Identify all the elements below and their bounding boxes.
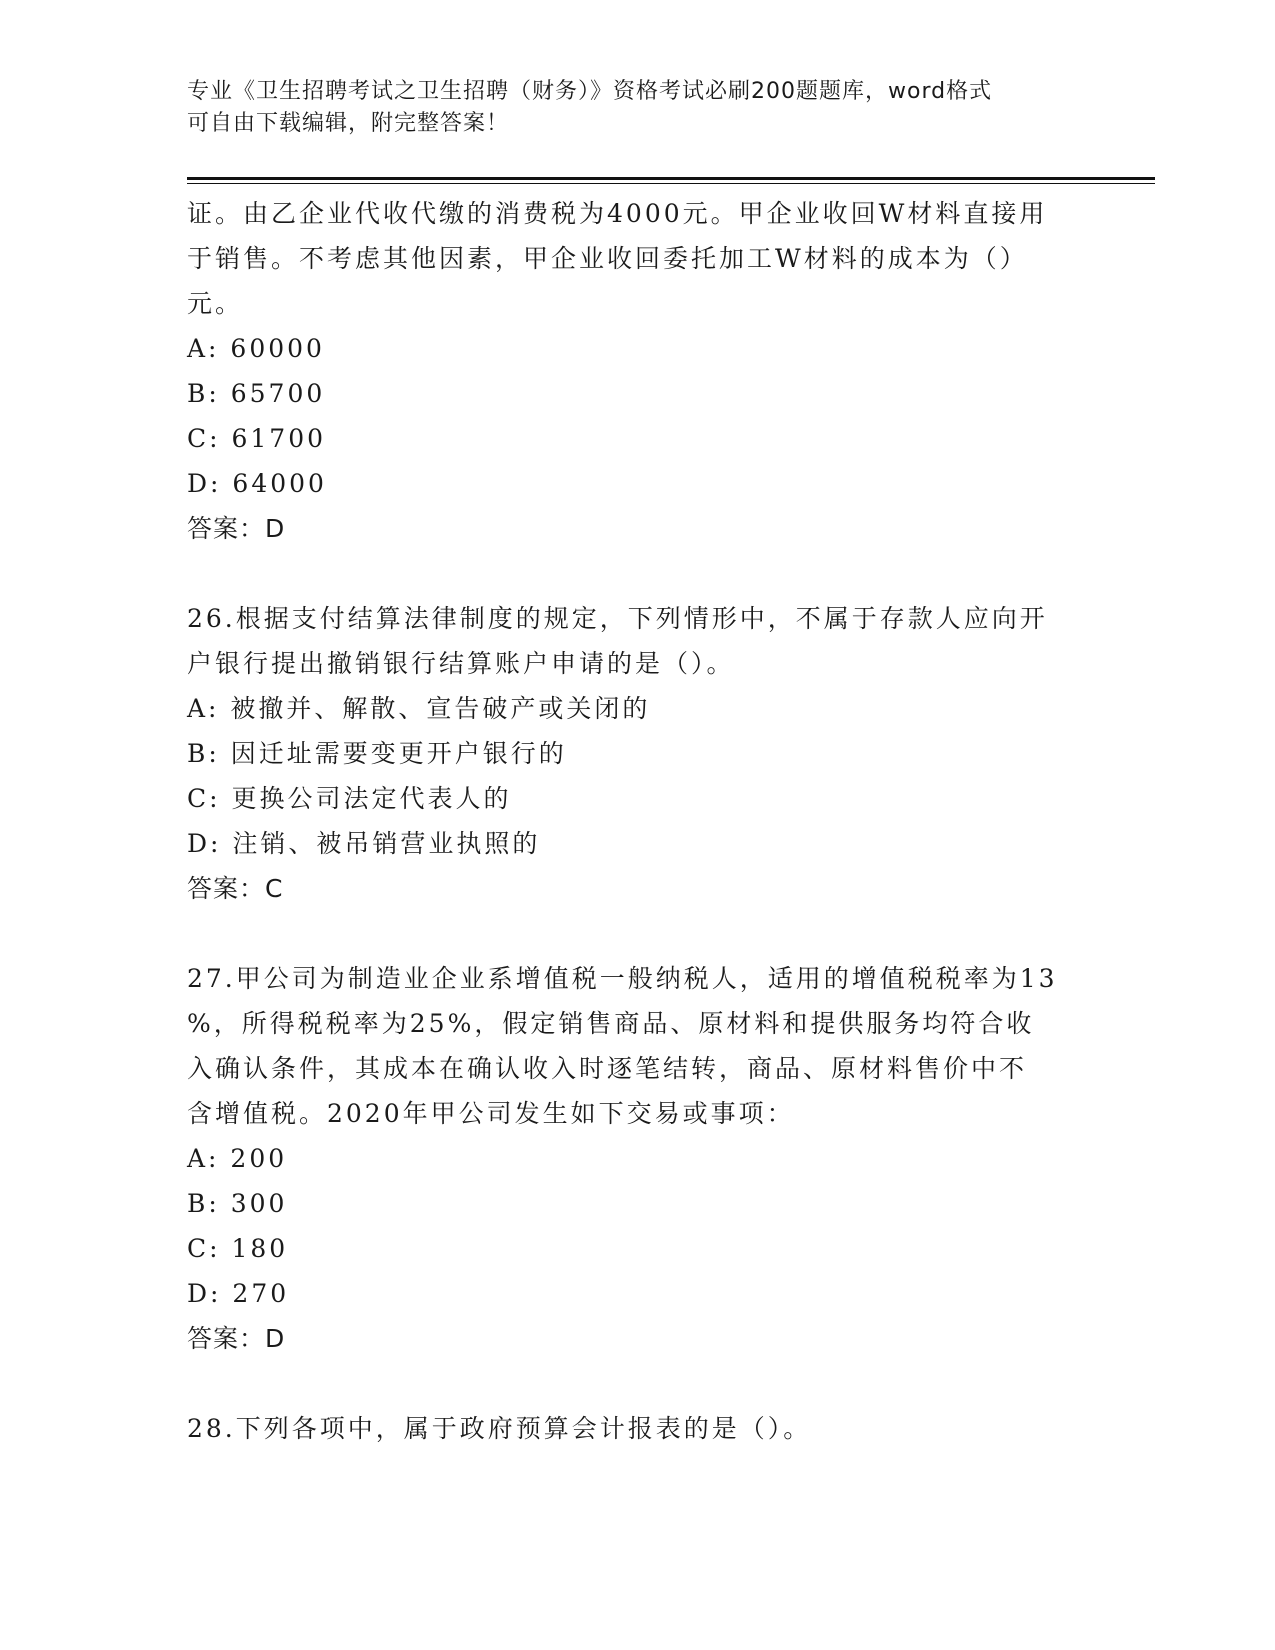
question-26 — [187, 596, 1087, 911]
question-list — [187, 191, 1087, 1451]
option-a: A: 被撤并、解散、宣告破产或关闭的 — [187, 694, 651, 723]
header-divider-thin — [187, 183, 1155, 184]
option-b: B: 300 — [187, 1189, 288, 1218]
question-text-line: %，所得税税率为25%，假定销售商品、原材料和提供服务均符合收 — [187, 1009, 1035, 1038]
option-a: A: 60000 — [187, 334, 325, 363]
header-title-line-2: 可自由下载编辑，附完整答案！ — [187, 111, 510, 136]
answer-label: 答案：D — [187, 1324, 286, 1353]
header-divider-thick — [187, 177, 1155, 180]
question-27 — [187, 956, 1087, 1361]
question-text-line: 26.根据支付结算法律制度的规定，下列情形中，不属于存款人应向开 — [187, 604, 1048, 633]
question-text-line: 28.下列各项中，属于政府预算会计报表的是（）。 — [187, 1414, 812, 1443]
question-text-line: 入确认条件，其成本在确认收入时逐笔结转，商品、原材料售价中不 — [187, 1054, 1028, 1083]
document-header — [187, 76, 1087, 140]
answer-label: 答案：D — [187, 514, 286, 543]
question-text-line: 元。 — [187, 289, 244, 318]
question-text-line: 27.甲公司为制造业企业系增值税一般纳税人，适用的增值税税率为13 — [187, 964, 1058, 993]
option-d: D: 注销、被吊销营业执照的 — [187, 829, 541, 858]
option-c: C: 更换公司法定代表人的 — [187, 784, 512, 813]
spacer — [187, 1361, 1087, 1406]
option-c: C: 180 — [187, 1234, 289, 1263]
spacer — [187, 551, 1087, 596]
question-text-line: 含增值税。2020年甲公司发生如下交易或事项： — [187, 1099, 795, 1128]
answer-label: 答案：C — [187, 874, 284, 903]
question-25-continued — [187, 191, 1087, 551]
option-d: D: 64000 — [187, 469, 327, 498]
option-d: D: 270 — [187, 1279, 290, 1308]
option-c: C: 61700 — [187, 424, 327, 453]
question-28 — [187, 1406, 1087, 1451]
option-a: A: 200 — [187, 1144, 288, 1173]
header-title-line-1: 专业《卫生招聘考试之卫生招聘（财务）》资格考试必刷200题题库，word格式 — [187, 79, 993, 104]
question-text-line: 户银行提出撤销银行结算账户申请的是（）。 — [187, 649, 735, 678]
spacer — [187, 911, 1087, 956]
question-text-line: 于销售。不考虑其他因素，甲企业收回委托加工W材料的成本为（） — [187, 244, 1028, 273]
question-text-line: 证。由乙企业代收代缴的消费税为4000元。甲企业收回W材料直接用 — [187, 199, 1048, 228]
option-b: B: 65700 — [187, 379, 326, 408]
option-b: B: 因迁址需要变更开户银行的 — [187, 739, 567, 768]
